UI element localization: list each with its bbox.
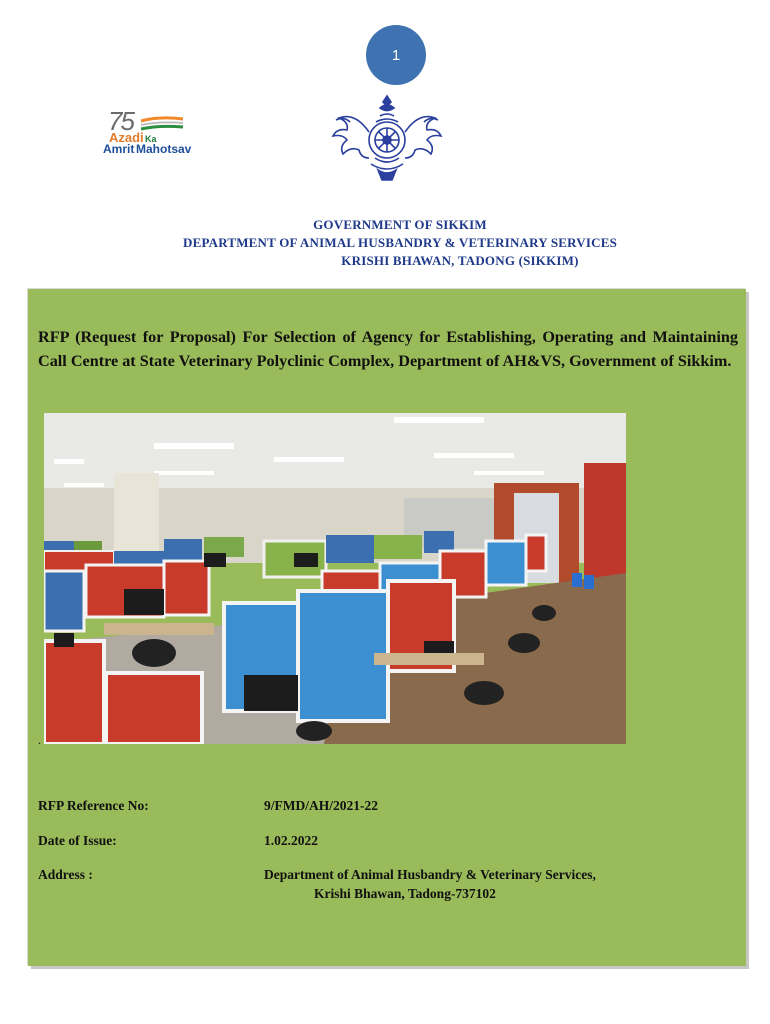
logo-word-amrit: Amrit (103, 142, 135, 156)
rfp-reference-value: 9/FMD/AH/2021-22 (264, 798, 378, 813)
address-label: Address : (38, 867, 93, 882)
rfp-reference-label: RFP Reference No: (38, 798, 149, 813)
stray-dot: . (38, 733, 41, 747)
government-heading: GOVERNMENT OF SIKKIM (313, 217, 487, 232)
rfp-title: RFP (Request for Proposal) For Selection of Agency for Establishing, Operating and Maintaining Call Centre at State Veterinary Polyclinic Complex, Department of AH&VS, Government of Sikkim. (38, 328, 738, 370)
logo-word-azadi: Azadi (109, 130, 144, 145)
address-heading: KRISHI BHAWAN, TADONG (SIKKIM) (341, 253, 579, 268)
sikkim-emblem-icon (330, 92, 445, 192)
azadi-ka-amrit-mahotsav-logo (103, 108, 213, 164)
address-line-2: Krishi Bhawan, Tadong-737102 (314, 886, 496, 901)
rfp-cover-panel (28, 289, 746, 966)
logo-word-mahotsav: Mahotsav (136, 142, 192, 156)
page-number-badge (366, 25, 426, 85)
date-of-issue-value: 1.02.2022 (264, 833, 318, 848)
department-heading: DEPARTMENT OF ANIMAL HUSBANDRY & VETERINARY SERVICES (182, 235, 618, 250)
page-number: 1 (391, 46, 401, 64)
logo-75: 75 (108, 106, 133, 136)
address-line-1: Department of Animal Husbandry & Veterinary Services, (264, 867, 596, 882)
call-centre-office-photo (44, 413, 626, 744)
logo-word-ka: Ka (145, 134, 157, 144)
tricolor-stripes-icon (139, 116, 185, 132)
date-of-issue-label: Date of Issue: (38, 833, 117, 848)
